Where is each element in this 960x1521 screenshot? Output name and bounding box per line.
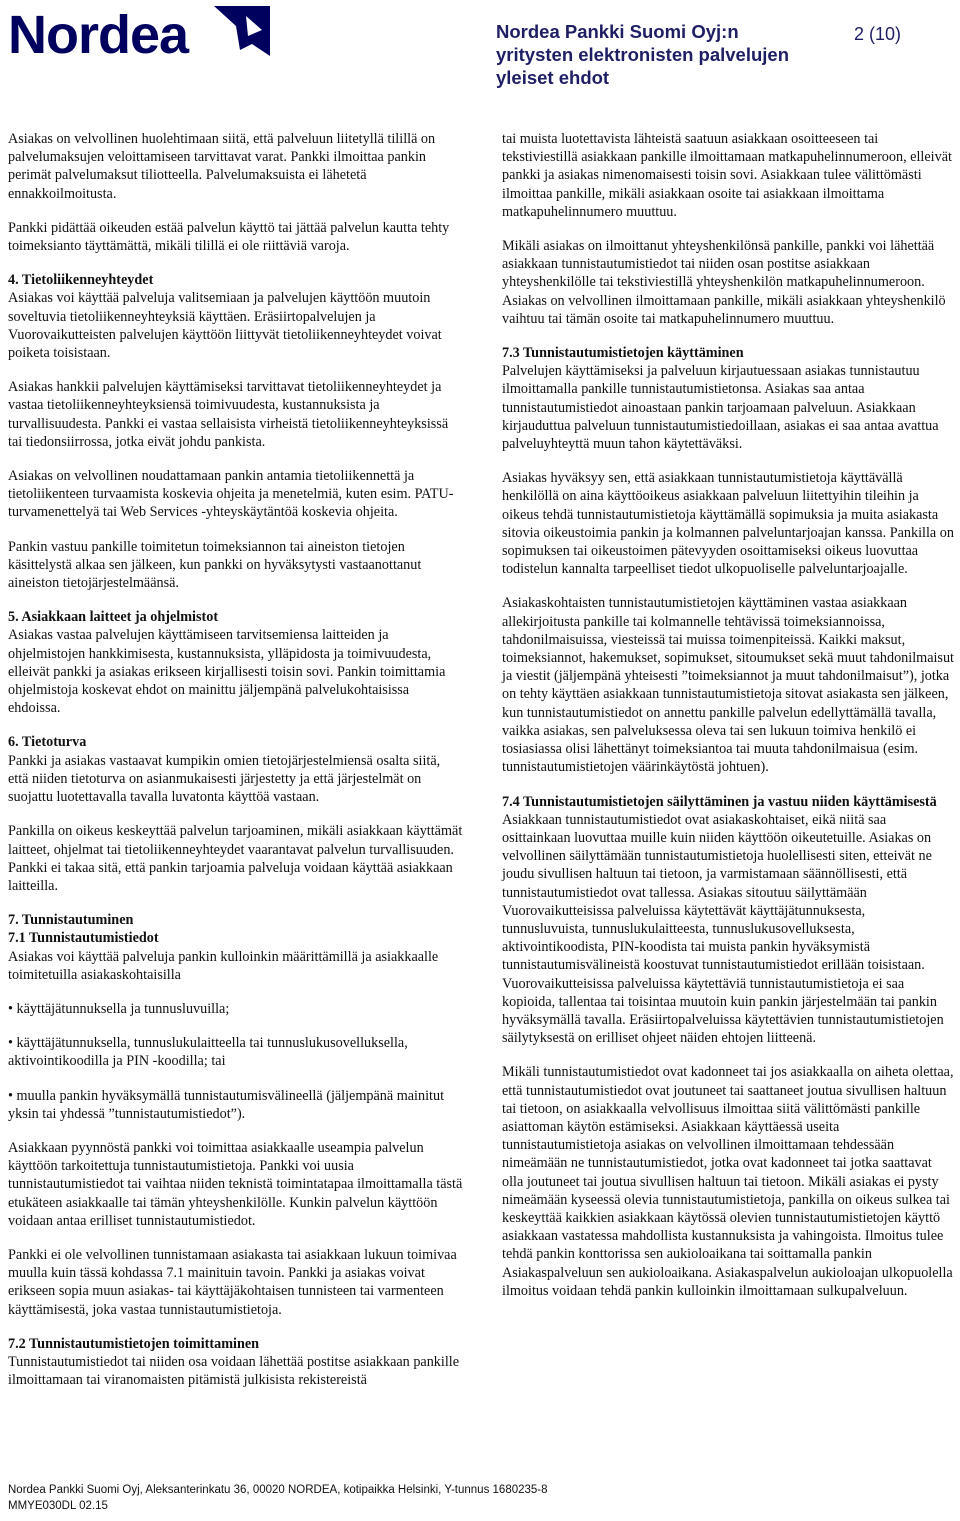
- paragraph: Pankin vastuu pankille toimitetun toimeksiannon tai aineiston tietojen käsittelystä alkaa sen jälkeen, kun pankki on hyväksytysti vastaanottanut aineiston tietojärjestelmäänsä.: [8, 538, 422, 592]
- list-item: • käyttäjätunnuksella ja tunnusluvuilla;: [8, 1000, 230, 1017]
- document-code: MMYE030DL 02.15: [8, 1500, 108, 1512]
- paragraph: Palvelujen käyttämiseksi ja palveluun kirjautuessaan asiakas tunnistautuu ilmoittamalla pankille tunnistautumistietonsa. Asiakas saa antaa tunnistautumistiedot ainoastaan pankin tarjoamaan palveluun. Asiakkaan kirjauduttua palveluun tunnistautumistiedoillaan, asiakas ei saa antaa avattua palveluyhteyttä muun tahon käytettäväksi.: [502, 363, 939, 453]
- document-title: Nordea Pankki Suomi Oyj:n yritysten elektronisten palvelujen yleiset ehdot: [496, 21, 790, 88]
- paragraph: tai muista luotettavista lähteistä saatuun asiakkaan osoitteeseen tai tekstiviestillä asiakkaan pankille ilmoittamaan matkapuhelinnumeroon, elleivät pankki ja asiakas nimenomaisesti toisin sovi. Asiakkaan tulee välittömästi ilmoittaa pankille, mikäli asiakkaan osoite tai asiakkaan ilmoittama matkapuhelinnumero muuttuu.: [502, 131, 952, 220]
- paragraph: Asiakas hyväksyy sen, että asiakkaan tunnistautumistietoja käyttävällä henkilöllä on aina käyttöoikeus asiakkaan palveluun liitettyihin tileihin ja oikeus tehdä tunnistautumistietoja käyttämällä sopimuksia ja muita asiakasta sitovia oikeustoimia pankin ja kolmannen palveluntarjoajan kanssa. Pankilla on sopimuksen tai oikeustoimen pätevyyden osoittamiseksi oikeus luovuttaa todistelun kannalta tarpeelliset tiedot ulkopuoliselle palveluntarjoajalle.: [502, 470, 954, 578]
- paragraph: Asiakas hankkii palvelujen käyttämiseksi tarvittavat tietoliikenneyhteydet ja vastaa tietoliikenneyhteyksiensä toimivuudesta, kustannuksista ja turvallisuudesta. Pankki ei vastaa sellaisista virheistä tietoliikenneyhteyksissä tai tiedonsiirrossa, jotka eivät johdu pankista.: [8, 379, 449, 450]
- paragraph: Asiakaskohtaisten tunnistautumistietojen käyttäminen vastaa asiakkaan allekirjoitusta pankille tai kolmannelle tehtävissä toimeksiannoissa, tahdonilmaisuissa, viesteissä tai muissa toimenpiteissä. Kaikki maksut, toimeksiannot, hakemukset, sopimukset, sitoumukset sekä muut tahdonilmaisut ja viestit (jäljempänä yhteisesti ”toimeksiannot ja muut tahdonilmaisut”), jotka on tehty käyttäen asiakkaan tunnistautumistietoja sitovat asiakasta sen jälkeen, kun tunnistautumistiedot on annettu pankille palvelun edellyttämällä tavalla, vaikka asiakas, sen palveluksessa oleva tai sen lukuun toimiva henkilö ei tosiasiassa olisi lähettänyt toimeksiantoa tai muuta tahdonilmaisua (esim. tunnistautumistietojen väärinkäytöstä johtuen).: [502, 595, 954, 776]
- nordea-logo: [8, 6, 270, 62]
- list-item: • käyttäjätunnuksella, tunnuslukulaitteella tai tunnuslukusovelluksella, aktivointikoodilla ja PIN -koodilla; tai: [8, 1035, 408, 1070]
- paragraph: Mikäli asiakas on ilmoittanut yhteyshenkilönsä pankille, pankki voi lähettää asiakkaan tunnistautumistiedot tai niiden osan postitse asiakkaan yhteyshenkilölle tai tekstiviestillä yhteyshenkilön matkapuhelinnumeroon. Asiakas on velvollinen ilmoittamaan pankille, mikäli asiakkaan yhteyshenkilö vaihtuu tai tämän osoite tai matkapuhelinnumero muuttuu.: [502, 238, 946, 327]
- subsection-heading: 7.4 Tunnistautumistietojen säilyttäminen ja vastuu niiden käyttämisestä: [502, 793, 937, 810]
- right-column: [502, 130, 954, 1316]
- subsection-heading: 7.1 Tunnistautumistiedot: [8, 930, 159, 947]
- subsection-heading: 7.2 Tunnistautumistietojen toimittaminen: [8, 1335, 260, 1352]
- paragraph: Asiakkaan tunnistautumistiedot ovat asiakaskohtaiset, eikä niitä saa osittainkaan luovuttaa muille kuin niiden käyttöön oikeutetuille. Asiakas on velvollinen säilyttämään tunnistautumistietoja huolellisesti siten, etteivät ne joudu sivullisen haltuun tai tietoon, ja varmistamaan säännöllisesti, että tunnistautumistiedot ovat tallessa. Asiakas sitoutuu säilyttämään Vuorovaikutteisissa palveluissa käytettävät käyttäjätunnuksesta, tunnusluvuista, tunnuslukulaitteesta, tunnuslukusovelluksesta, aktivointikoodista, PIN-koodista tai muista pankin hyväksymistä tunnistautumisvälineistä koostuvat tunnistautumistiedot erillään toisistaan. Vuorovaikutteisissa palveluissa käytettäviä tunnistautumistietoja ei saa kopioida, tallentaa tai toisintaa muutoin kuin pankin järjestelmään tai pankin hyväksymällä tavalla. Eräsiirtopalveluissa käytettävien tunnistautumistietojen säilytyksestä on erilliset ohjeet näiden ehtojen liitteenä.: [502, 811, 944, 1047]
- svg-text:Nordea: Nordea: [8, 6, 189, 62]
- section-heading: 6. Tietoturva: [8, 734, 87, 751]
- paragraph: Tunnistautumistiedot tai niiden osa voidaan lähettää postitse asiakkaan pankille ilmoittamaan tai viranomaisten pitämistä julkisista rekistereistä: [8, 1353, 460, 1389]
- page-footer: [8, 1482, 948, 1514]
- paragraph: Asiakas voi käyttää palveluja pankin kulloinkin määrittämillä ja asiakkaalle toimitetuilla asiakaskohtaisilla: [8, 948, 439, 983]
- section-heading: 5. Asiakkaan laitteet ja ohjelmistot: [8, 609, 219, 626]
- paragraph: Pankki ja asiakas vastaavat kumpikin omien tietojärjestelmiensä osalta siitä, että niiden tietoturva on asianmukaisesti järjestetty ja että järjestelmät on suojattu luotettavalla tavalla luvatonta käyttöä vastaan.: [8, 752, 441, 806]
- paragraph: Asiakas voi käyttää palveluja valitsemiaan ja palvelujen käyttöön muutoin soveltuvia tietoliikenneyhteyksiä käyttäen. Eräsiirtopalvelujen ja Vuorovaikutteisten palvelujen käyttöön liittyvät tietoliikenneyhteydet voivat poiketa toisistaan.: [8, 290, 442, 362]
- paragraph: Mikäli tunnistautumistiedot ovat kadonneet tai jos asiakkaalla on aiheta olettaa, että tunnistautumistiedot ovat joutuneet tai saattaneet joutua sivullisen haltuun tai tietoon, on asiakkaalla velvollisuus ilmoittaa siitä välittömästi pankille asiattoman käytön estämiseksi. Asiakkaan käyttäessä useita tunnistautumistietoja asiakas on velvollinen ilmoittamaan tehdessään nimeämään ne tunnistautumistiedot, jotka ovat kadonneet tai jotka saattavat olla joutuneet tai joutua sivullisen haltuun tai tietoon. Mikäli asiakas ei pysty nimeämään kyseessä olevia tunnistautumistietoja, pankilla on oikeus sulkea tai keskeyttää kaikkien asiakkaan käytössä olevien tunnistautumistietojen käyttö asiakkaan vastatessa mahdollista kustannuksista ja vahingoista. Ilmoitus tulee tehdä pankin konttorissa sen aukioloaikana tai soittamalla pankin Asiakaspalveluun sen aukioloaikana. Asiakaspalvelun aukioloajan ulkopuolella ilmoitus voidaan tehdä pankin kulloinkin ilmoittamaan sulkupalveluun.: [502, 1064, 954, 1299]
- paragraph: Asiakas on velvollinen noudattamaan pankin antamia tietoliikennettä ja tietoliikenteen turvaamista koskevia ohjeita ja menetelmiä, kuten esim. PATU-turvamenettelyä tai Web Services -yhteyskäytäntöä koskevia ohjeita.: [8, 468, 454, 521]
- section-heading: 4. Tietoliikenneyhteydet: [8, 272, 154, 289]
- paragraph: Asiakkaan pyynnöstä pankki voi toimittaa asiakkaalle useampia palvelun käyttöön tarkoitettuja tunnistautumistietoja. Pankki voi uusia tunnistautumistiedot tai vaihtaa niiden teknistä toimintatapaa ilmoittamalla tästä etukäteen asiakkaalle tai tämän yhteyshenkilölle. Kunkin palvelun käyttöön voidaan antaa erilliset tunnistautumistiedot.: [8, 1139, 463, 1229]
- paragraph: Pankilla on oikeus keskeyttää palvelun tarjoaminen, mikäli asiakkaan käyttämät laitteet, ohjelmat tai tietoliikenneyhteydet vaarantavat palvelun turvallisuuden. Pankki ei takaa sitä, että pankin tarjoamia palveluja voidaan käyttää asiakkaan laitteilla.: [8, 823, 463, 894]
- subsection-heading: 7.3 Tunnistautumistietojen käyttäminen: [502, 345, 744, 362]
- paragraph: Asiakas on velvollinen huolehtimaan siitä, että palveluun liitetyllä tilillä on palvelumaksujen veloittamiseen tarvittavat varat. Pankki ilmoittaa pankin perimät palvelumaksut tiliotteella. Palvelumaksuista ei lähetetä ennakkoilmoitusta.: [8, 131, 436, 202]
- list-item: • muulla pankin hyväksymällä tunnistautumisvälineellä (jäljempänä mainitut yksin tai yhdessä ”tunnistautumistiedot”).: [8, 1087, 445, 1122]
- page-number: 2 (10): [854, 24, 902, 44]
- sail-icon: [214, 6, 270, 56]
- paragraph: Pankki pidättää oikeuden estää palvelun käyttö tai jättää palvelun kautta tehty toimeksianto täyttämättä, mikäli tilillä ei ole riittäviä varoja.: [8, 219, 450, 255]
- paragraph: Pankki ei ole velvollinen tunnistamaan asiakasta tai asiakkaan lukuun toimivaa muulla kuin tässä kohdassa 7.1 mainituin tavoin. Pankki ja asiakas voivat erikseen sopia muun asiakas- tai käyttäjäkohtaisen tunnisteen tai varmenteen käyttämisestä, joka vastaa tunnistautumistietoja.: [8, 1246, 457, 1318]
- section-heading: 7. Tunnistautuminen: [8, 912, 134, 929]
- company-address: Nordea Pankki Suomi Oyj, Aleksanterinkatu 36, 00020 NORDEA, kotipaikka Helsinki, Y-tunnus 1680235-8: [8, 1484, 548, 1496]
- left-column: [8, 130, 463, 1405]
- paragraph: Asiakas vastaa palvelujen käyttämiseen tarvitsemiensa laitteiden ja ohjelmistojen hankkimisesta, kustannuksista, ylläpidosta ja toimivuudesta, elleivät pankki ja asiakas erikseen kirjallisesti toisin sovi. Pankin toimittamia ohjelmistoja koskevat ehdot on mainittu jäljempänä palvelukohtaisissa ehdoissa.: [8, 627, 446, 717]
